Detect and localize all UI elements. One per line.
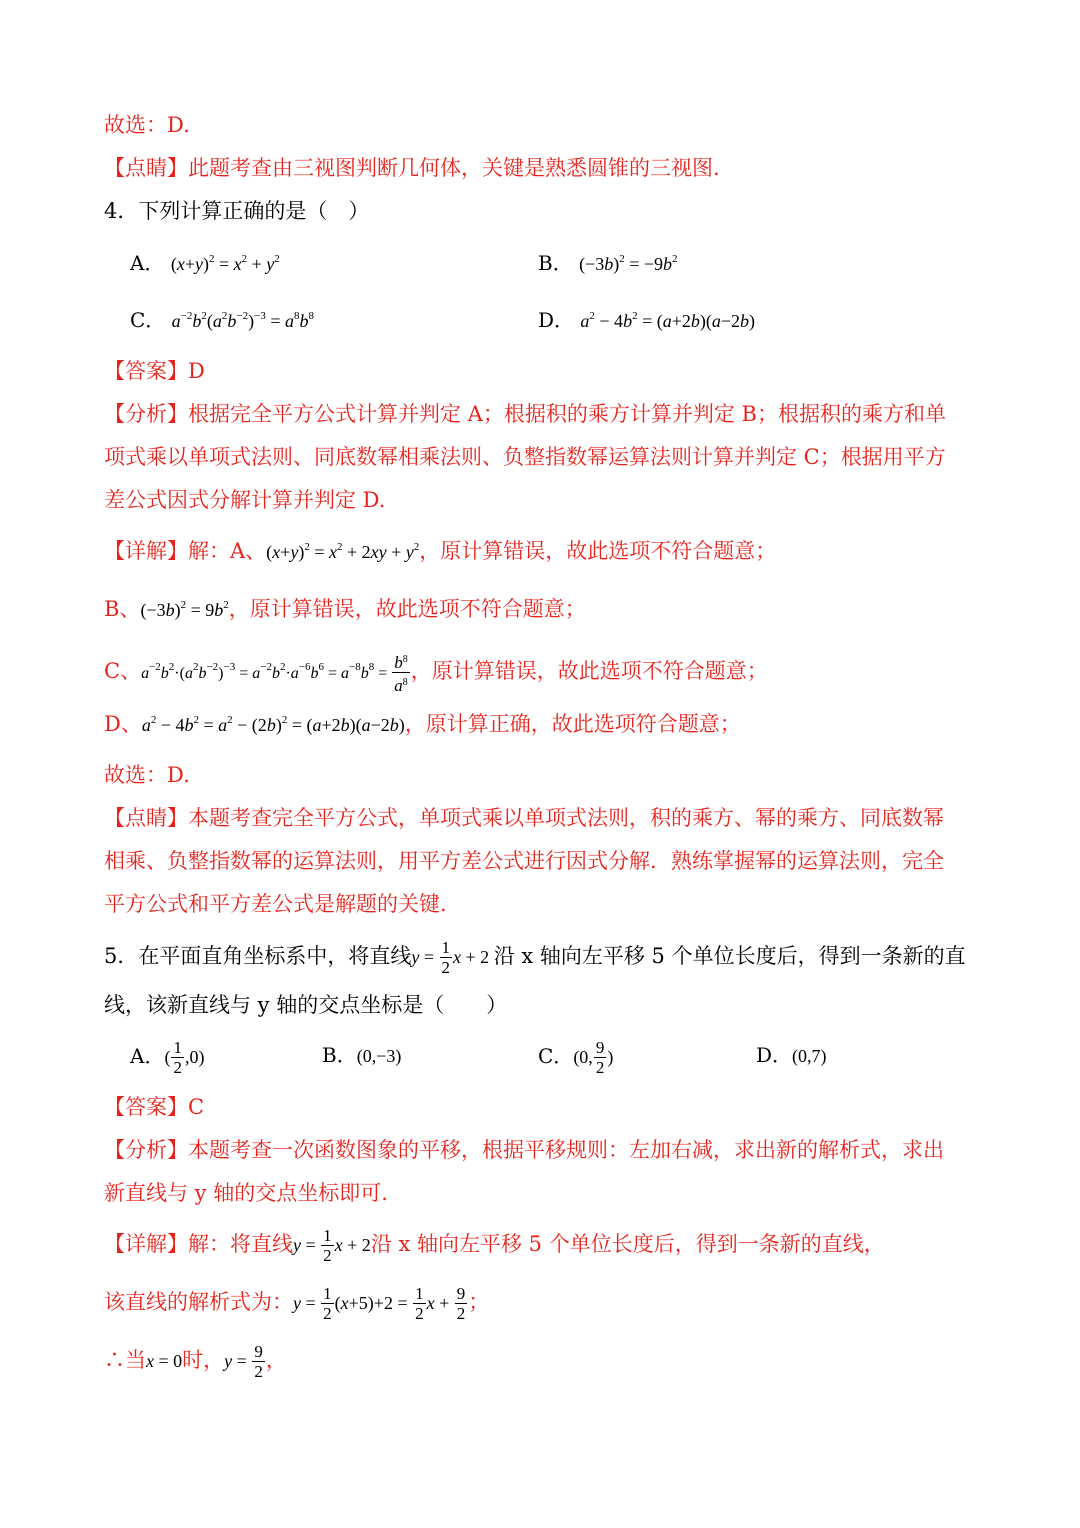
q4-detail-d (104, 709, 980, 740)
q4-option-a-formula: $(x+y)^2 = x^2 + y^2$ (170, 253, 280, 274)
q5-therefore-head: ∴当 (104, 1348, 146, 1372)
q5-option-a-label: A． (130, 1044, 165, 1068)
q4-detail-a-tail: ，原计算错误，故此选项不符合题意； (419, 539, 777, 563)
prev-comment: 【点睛】此题考查由三视图判断几何体，关键是熟悉圆锥的三视图. (104, 156, 720, 180)
q5-expr-head: 该直线的解析式为： (104, 1290, 293, 1314)
q4-detail-b-formula: $(-3b)^2 = 9b^2$ (140, 599, 229, 620)
q4-option-d-formula: $a^2 - 4b^2 = (a+2b)(a-2b)$ (580, 310, 756, 331)
q4-detail-c-formula: $a^{-2}b^2\cdot(a^2b^{-2})^{-3} = a^{-2}b^2\cdot a^{-6}b^6 = a^{-8}b^8$ = (141, 661, 392, 682)
q4-answer: 【答案】D (104, 359, 205, 383)
q4-detail-b-tail: ，原计算错误，故此选项不符合题意； (228, 597, 586, 621)
q5-therefore-mid: 时， (182, 1348, 225, 1372)
q4-option-b-label: B． (538, 251, 573, 275)
q5-option-d-formula: (0,7) (792, 1046, 827, 1066)
q4-option-d (538, 305, 755, 336)
q4-choose: 故选：D. (104, 763, 190, 787)
q5-stem-tail: 沿 x 轴向左平移 5 个单位长度后，得到一条新的直 (493, 944, 966, 968)
q4-option-a-label: A． (130, 251, 165, 275)
q4-option-d-label: D． (538, 308, 575, 332)
q5-answer: 【答案】C (104, 1095, 205, 1119)
q5-detail-line-2: 该直线的解析式为：y = $\frac{1}{2}$ (x+5)+2 = $\frac{1}{2}$ x + $\frac{9}{2}$ ； (104, 1284, 490, 1323)
q5-stem-formula: y = (411, 947, 439, 967)
q4-detail-d-tail: ，原计算正确，故此选项符合题意； (404, 712, 741, 736)
q5-option-c-label: C． (538, 1044, 574, 1068)
q5-analysis-line-1: 【分析】本题考查一次函数图象的平移，根据平移规则：左加右减，求出新的解析式，求出 (104, 1138, 944, 1162)
q4-detail-b (104, 594, 980, 625)
q4-option-c (130, 305, 314, 336)
q5-option-c-formula: (0, (573, 1047, 593, 1067)
q4-option-c-label: C． (130, 308, 166, 332)
q5-option-b-label: B． (322, 1043, 357, 1067)
q5-expr-tail: ； (468, 1290, 490, 1314)
q4-comment-line-3: 平方公式和平方差公式是解题的关键. (104, 892, 447, 916)
q5-stem-fraction: $\frac{1}{2}$ (441, 938, 451, 977)
q4-stem: 4．下列计算正确的是（ ） (104, 199, 370, 223)
q5-option-b-formula: (0,−3) (356, 1046, 402, 1066)
q5-option-a: A．( $\frac{1}{2}$ ,0) (130, 1038, 205, 1077)
prev-choose: 故选：D. (104, 113, 190, 137)
q5-detail-line-3: ∴当x = 0时，y = $\frac{9}{2}$ ， (104, 1342, 287, 1381)
q5-stem-line-2: 线，该新直线与 y 轴的交点坐标是（ ） (104, 993, 508, 1017)
q4-analysis-line-3: 差公式因式分解计算并判定 D. (104, 488, 386, 512)
q4-detail-head: 【详解】解：A、 (104, 539, 267, 563)
q4-option-a (130, 248, 280, 279)
q5-option-d-label: D． (756, 1043, 793, 1067)
q4-option-b (538, 248, 678, 279)
q4-option-c-formula: $a^{-2}b^2(a^2b^{-2})^{-3} = a^8b^8$ (171, 310, 314, 331)
q5-stem-head: 5．在平面直角坐标系中，将直线 (104, 944, 412, 968)
q5-detail-tail: 沿 x 轴向左平移 5 个单位长度后，得到一条新的直线， (370, 1232, 885, 1256)
q5-detail-head: 【详解】解：将直线 (104, 1232, 293, 1256)
q5-detail-line-1: 【详解】解：将直线y = $\frac{1}{2}$ x + 2沿 x 轴向左平移 5 个单位长度后，得到一条新的直线， (104, 1226, 885, 1265)
q5-option-b (322, 1040, 401, 1071)
q4-detail-d-head: D、 (104, 712, 142, 736)
q5-stem-line-1: 5．在平面直角坐标系中，将直线y = $\frac{1}{2}$ x + 2 沿 x 轴向左平移 5 个单位长度后，得到一条新的直 (104, 938, 966, 977)
q4-detail-a-formula: $(x+y)^2 = x^2 + 2xy + y^2$ (266, 541, 420, 562)
q4-detail-a (104, 536, 980, 567)
q4-detail-c-fraction: $\frac{b^8}{a^8}$ (392, 650, 410, 695)
q5-option-d (756, 1040, 827, 1071)
q4-analysis-line-1: 【分析】根据完全平方公式计算并判定 A；根据积的乘方计算并判定 B；根据积的乘方和单 (104, 402, 946, 426)
q5-option-c: C．(0, $\frac{9}{2}$ ) (538, 1038, 614, 1077)
q4-detail-c-head: C、 (104, 659, 142, 683)
q4-comment-line-1: 【点睛】本题考查完全平方公式，单项式乘以单项式法则，积的乘方、幂的乘方、同底数幂 (104, 806, 944, 830)
q4-detail-d-formula: $a^2 - 4b^2 = a^2 - (2b)^2 = (a+2b)(a-2b)$ (141, 714, 405, 735)
q5-analysis-line-2: 新直线与 y 轴的交点坐标即可. (104, 1181, 388, 1205)
q4-comment-line-2: 相乘、负整指数幂的运算法则，用平方差公式进行因式分解．熟练掌握幂的运算法则，完全 (104, 849, 944, 873)
q4-option-b-formula: $(-3b)^2 = -9b^2$ (579, 253, 678, 274)
q5-option-a-formula: ( (164, 1047, 171, 1067)
q4-analysis-line-2: 项式乘以单项式法则、同底数幂相乘法则、负整指数幂运算法则计算并判定 C；根据用平方 (104, 445, 946, 469)
q4-detail-c-tail: ，原计算错误，故此选项不符合题意； (410, 659, 768, 683)
q4-detail-c (104, 650, 980, 695)
q4-detail-b-head: B、 (104, 597, 141, 621)
q5-therefore-tail: ， (265, 1348, 287, 1372)
